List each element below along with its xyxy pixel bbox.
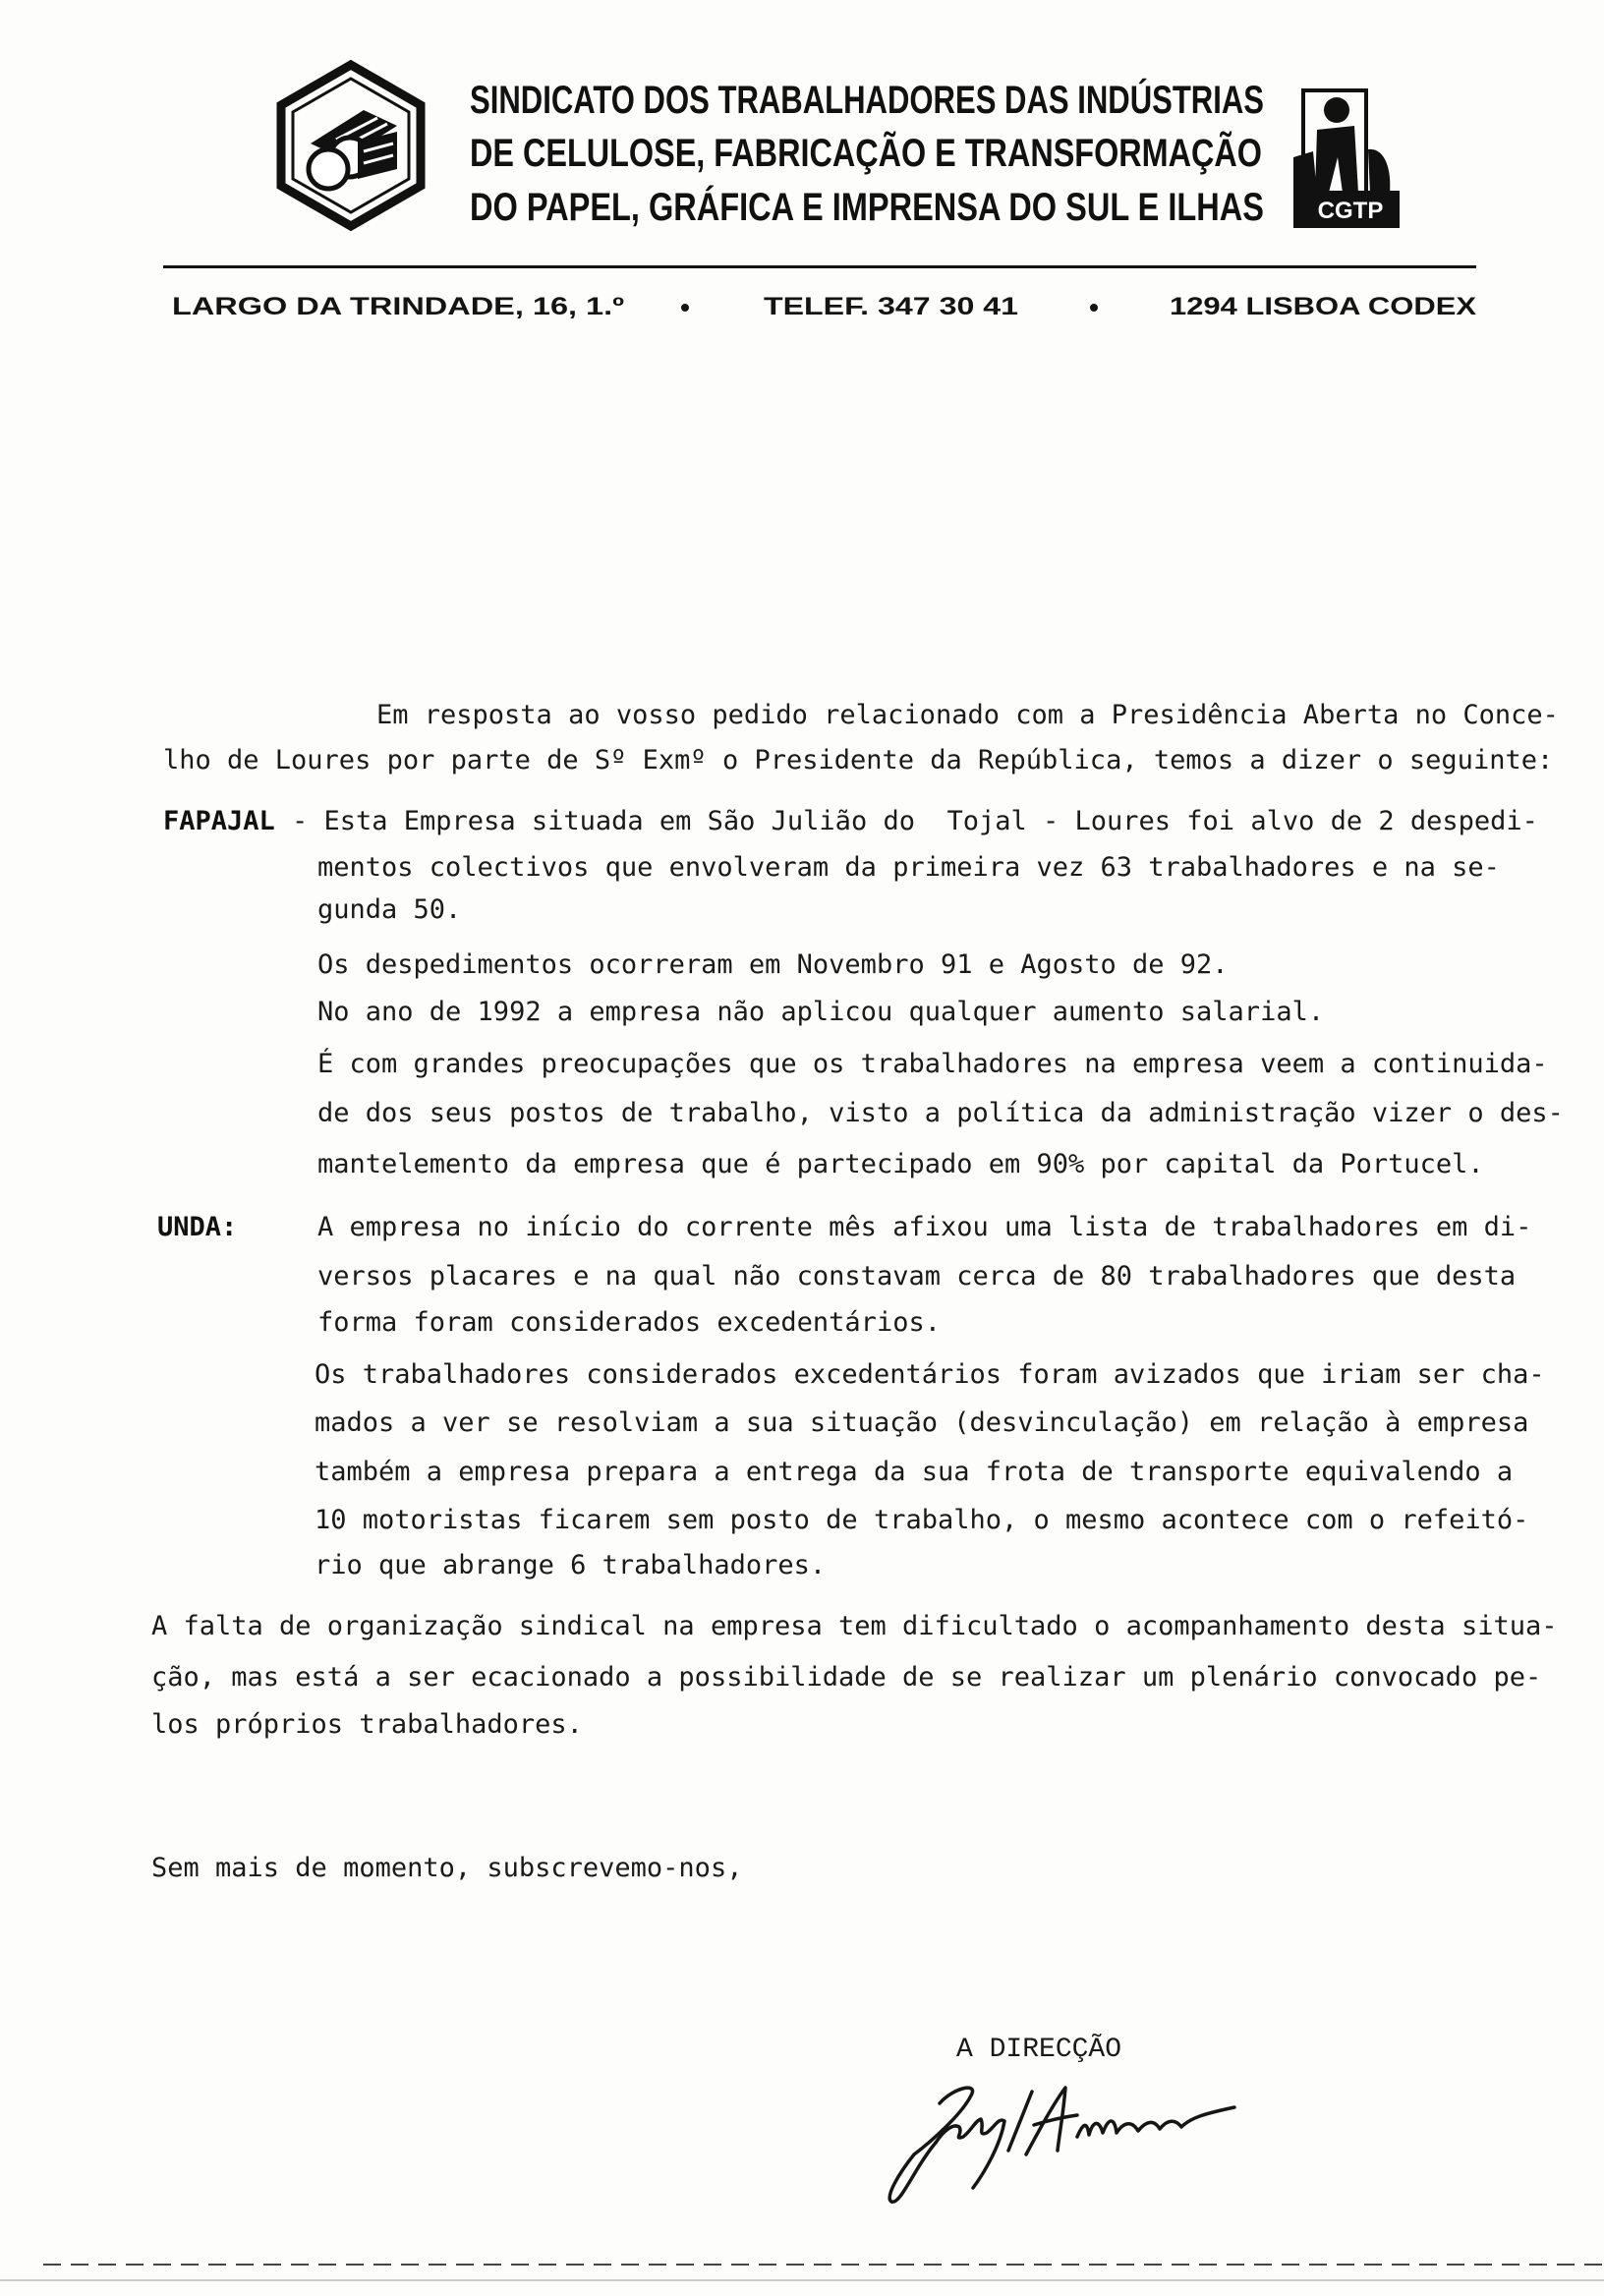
letterhead-rule [163,265,1476,268]
closing-line: A falta de organização sindical na empresa tem dificultado o acompanhamento desta situa- [151,1611,1558,1641]
cgtp-logo-block-right [1368,149,1390,193]
address-separator-dot [1090,304,1098,312]
unda-line: Os trabalhadores considerados excedentários foram avizados que iriam ser cha- [315,1359,1545,1390]
fapajal-line: É com grandes preocupações que os trabalhadores na empresa veem a continuida- [317,1049,1548,1079]
fapajal-line: de dos seus postos de trabalho, visto a política da administração vizer o des- [317,1098,1564,1128]
unda-line: versos placares e na qual não constavam cerca de 80 trabalhadores que desta [317,1261,1517,1292]
unda-line: A empresa no início do corrente mês afixou uma lista de trabalhadores em di- [317,1212,1532,1242]
unda-line: também a empresa prepara a entrega da sua frota de transporte equivalendo a [315,1457,1514,1487]
cgtp-logo-text: CGTP [1317,198,1384,224]
section-label-fapajal: FAPAJAL [163,806,275,836]
fapajal-line: Os despedimentos ocorreram em Novembro 91 e Agosto de 92. [317,949,1229,980]
signature [875,2074,1248,2221]
logo-roll-front [309,149,348,189]
cgtp-logo-head [1324,97,1349,123]
unda-line: forma foram considerados excedentários. [317,1307,941,1338]
union-logo-icon [275,59,427,232]
signature-stroke [936,2119,1004,2188]
fapajal-line: - Esta Empresa situada em São Julião do Tojal - Loures foi alvo de 2 despedi- [292,806,1538,836]
address-separator-dot [681,304,689,312]
union-name-line-1: SINDICATO DOS TRABALHADORES DAS INDÚSTRIAS [470,79,1264,122]
fapajal-line: mentos colectivos que envolveram da primeira vez 63 trabalhadores e na se- [317,852,1500,883]
unda-line: rio que abrange 6 trabalhadores. [315,1550,827,1580]
signature-stroke [889,2088,972,2202]
fapajal-line: No ano de 1992 a empresa não aplicou qualquer aumento salarial. [317,997,1325,1027]
postal-address: 1294 LISBOA CODEX [1170,293,1476,320]
union-name-line-2: DE CELULOSE, FABRICAÇÃO E TRANSFORMAÇÃO [470,132,1262,175]
address: LARGO DA TRINDADE, 16, 1.º [172,293,624,320]
signature-stroke [1077,2107,1234,2137]
signature-stroke [1026,2088,1077,2154]
cgtp-logo-figure [1315,126,1358,193]
signatory: A DIRECÇÃO [956,2035,1122,2065]
signature-stroke [1008,2092,1032,2151]
unda-line: 10 motoristas ficarem sem posto de trabalho, o mesmo acontece com o refeitó- [315,1505,1529,1535]
intro-line: lho de Loures por parte de Sº Exmº o Presidente da República, temos a dizer o seguinte: [163,745,1554,775]
cgtp-logo-icon [1293,86,1400,236]
phone: TELEF. 347 30 41 [764,293,1018,320]
unda-line: mados a ver se resolviam a sua situação (desvinculação) em relação à empresa [315,1407,1529,1438]
fapajal-line: gunda 50. [317,894,462,925]
fapajal-line: mantelemento da empresa que é partecipado em 90% por capital da Portucel. [317,1149,1484,1179]
union-name-line-3: DO PAPEL, GRÁFICA E IMPRENSA DO SUL E ILHAS [470,186,1264,229]
cgtp-logo-block-left [1293,151,1317,195]
page-bottom-edge [0,2257,1604,2286]
sign-off: Sem mais de momento, subscrevemo-nos, [151,1853,743,1883]
closing-line: ção, mas está a ser ecacionado a possibilidade de se realizar um plenário convocado pe- [151,1662,1542,1693]
intro-line: Em resposta ao vosso pedido relacionado com a Presidência Aberta no Conce- [376,700,1559,730]
closing-line: los próprios trabalhadores. [151,1709,583,1740]
section-label-unda: UNDA: [157,1212,238,1242]
